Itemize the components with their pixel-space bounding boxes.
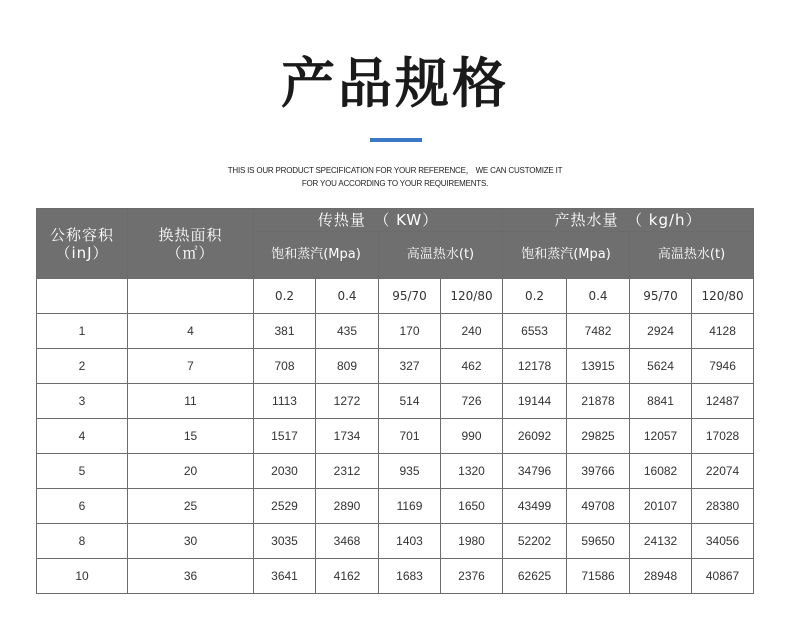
table-cell: 435 [316, 314, 379, 349]
table-cell: 8 [37, 524, 128, 559]
table-row [37, 559, 754, 594]
table-cell: 17028 [692, 419, 754, 454]
spec-table [36, 208, 754, 594]
header-hot-water-output: 产热水量 （ kg/h） [503, 209, 754, 232]
table-cell: 11 [128, 384, 254, 419]
table-cell: 3035 [254, 524, 316, 559]
table-row [37, 349, 754, 384]
table-cell: 22074 [692, 454, 754, 489]
title-underline [370, 138, 422, 142]
unit-cell [128, 279, 254, 314]
table-cell: 240 [441, 314, 503, 349]
table-cell: 12487 [692, 384, 754, 419]
table-row [37, 524, 754, 559]
table-cell: 12178 [503, 349, 567, 384]
subheader-steam: 饱和蒸汽(Mpa) [503, 232, 630, 279]
unit-cell: 0.2 [254, 279, 316, 314]
table-cell: 1734 [316, 419, 379, 454]
table-cell: 1980 [441, 524, 503, 559]
table-cell: 2376 [441, 559, 503, 594]
table-cell: 462 [441, 349, 503, 384]
table-cell: 29825 [567, 419, 630, 454]
table-cell: 2924 [630, 314, 692, 349]
table-cell: 3 [37, 384, 128, 419]
table-cell: 708 [254, 349, 316, 384]
unit-cell: 95/70 [630, 279, 692, 314]
table-cell: 24132 [630, 524, 692, 559]
table-cell: 1 [37, 314, 128, 349]
table-cell: 21878 [567, 384, 630, 419]
table-cell: 1517 [254, 419, 316, 454]
table-cell: 809 [316, 349, 379, 384]
table-cell: 19144 [503, 384, 567, 419]
table-cell: 28948 [630, 559, 692, 594]
table-cell: 25 [128, 489, 254, 524]
table-cell: 1650 [441, 489, 503, 524]
table-cell: 1113 [254, 384, 316, 419]
table-cell: 726 [441, 384, 503, 419]
header-capacity [37, 209, 128, 279]
table-cell: 2312 [316, 454, 379, 489]
table-cell: 4162 [316, 559, 379, 594]
table-cell: 39766 [567, 454, 630, 489]
table-cell: 13915 [567, 349, 630, 384]
table-row [37, 384, 754, 419]
table-cell: 4 [37, 419, 128, 454]
table-row [37, 489, 754, 524]
table-cell: 15 [128, 419, 254, 454]
table-cell: 990 [441, 419, 503, 454]
subheader-steam: 饱和蒸汽(Mpa) [254, 232, 379, 279]
subtitle-line: THIS IS OUR PRODUCT SPECIFICATION FOR YOUR REFERENCE， WE CAN CUSTOMIZE IT [227, 166, 563, 175]
table-cell: 2890 [316, 489, 379, 524]
header-area [128, 209, 254, 279]
table-cell: 935 [379, 454, 441, 489]
unit-cell: 0.2 [503, 279, 567, 314]
table-cell: 26092 [503, 419, 567, 454]
header-capacity-label: 公称容积（inJ） [49, 225, 114, 262]
table-cell: 5 [37, 454, 128, 489]
table-cell: 36 [128, 559, 254, 594]
table-cell: 49708 [567, 489, 630, 524]
table-cell: 3641 [254, 559, 316, 594]
page-title: 产品规格 [281, 52, 509, 115]
unit-cell: 120/80 [692, 279, 754, 314]
table-cell: 59650 [567, 524, 630, 559]
subtitle-line: FOR YOU ACCORDING TO YOUR REQUIREMENTS. [301, 179, 489, 188]
table-cell: 12057 [630, 419, 692, 454]
unit-cell: 0.4 [316, 279, 379, 314]
unit-cell: 120/80 [441, 279, 503, 314]
table-row [37, 419, 754, 454]
table-cell: 5624 [630, 349, 692, 384]
table-cell: 6553 [503, 314, 567, 349]
table-cell: 3468 [316, 524, 379, 559]
table-cell: 7946 [692, 349, 754, 384]
table-row [37, 454, 754, 489]
table-cell: 6 [37, 489, 128, 524]
subheader-hot-water: 高温热水(t) [630, 232, 754, 279]
table-cell: 43499 [503, 489, 567, 524]
table-cell: 1683 [379, 559, 441, 594]
table-cell: 381 [254, 314, 316, 349]
unit-cell [37, 279, 128, 314]
table-cell: 40867 [692, 559, 754, 594]
table-cell: 2 [37, 349, 128, 384]
table-cell: 170 [379, 314, 441, 349]
table-cell: 30 [128, 524, 254, 559]
table-cell: 20 [128, 454, 254, 489]
table-cell: 7 [128, 349, 254, 384]
table-cell: 28380 [692, 489, 754, 524]
unit-row [37, 279, 754, 314]
table-cell: 514 [379, 384, 441, 419]
table-cell: 10 [37, 559, 128, 594]
table-cell: 16082 [630, 454, 692, 489]
unit-cell: 95/70 [379, 279, 441, 314]
table-cell: 2529 [254, 489, 316, 524]
table-cell: 34796 [503, 454, 567, 489]
header-heat-transfer: 传热量 （ KW） [254, 209, 503, 232]
subheader-hot-water: 高温热水(t) [379, 232, 503, 279]
table-cell: 327 [379, 349, 441, 384]
table-cell: 8841 [630, 384, 692, 419]
table-cell: 1403 [379, 524, 441, 559]
unit-cell: 0.4 [567, 279, 630, 314]
table-cell: 20107 [630, 489, 692, 524]
table-cell: 1272 [316, 384, 379, 419]
table-cell: 7482 [567, 314, 630, 349]
header-area-label: 换热面积（㎡） [158, 225, 223, 262]
table-cell: 1169 [379, 489, 441, 524]
table-cell: 2030 [254, 454, 316, 489]
table-cell: 1320 [441, 454, 503, 489]
table-cell: 71586 [567, 559, 630, 594]
table-cell: 62625 [503, 559, 567, 594]
table-cell: 4128 [692, 314, 754, 349]
subtitle [0, 164, 790, 190]
table-row [37, 314, 754, 349]
table-cell: 4 [128, 314, 254, 349]
table-cell: 52202 [503, 524, 567, 559]
table-cell: 34056 [692, 524, 754, 559]
table-cell: 701 [379, 419, 441, 454]
